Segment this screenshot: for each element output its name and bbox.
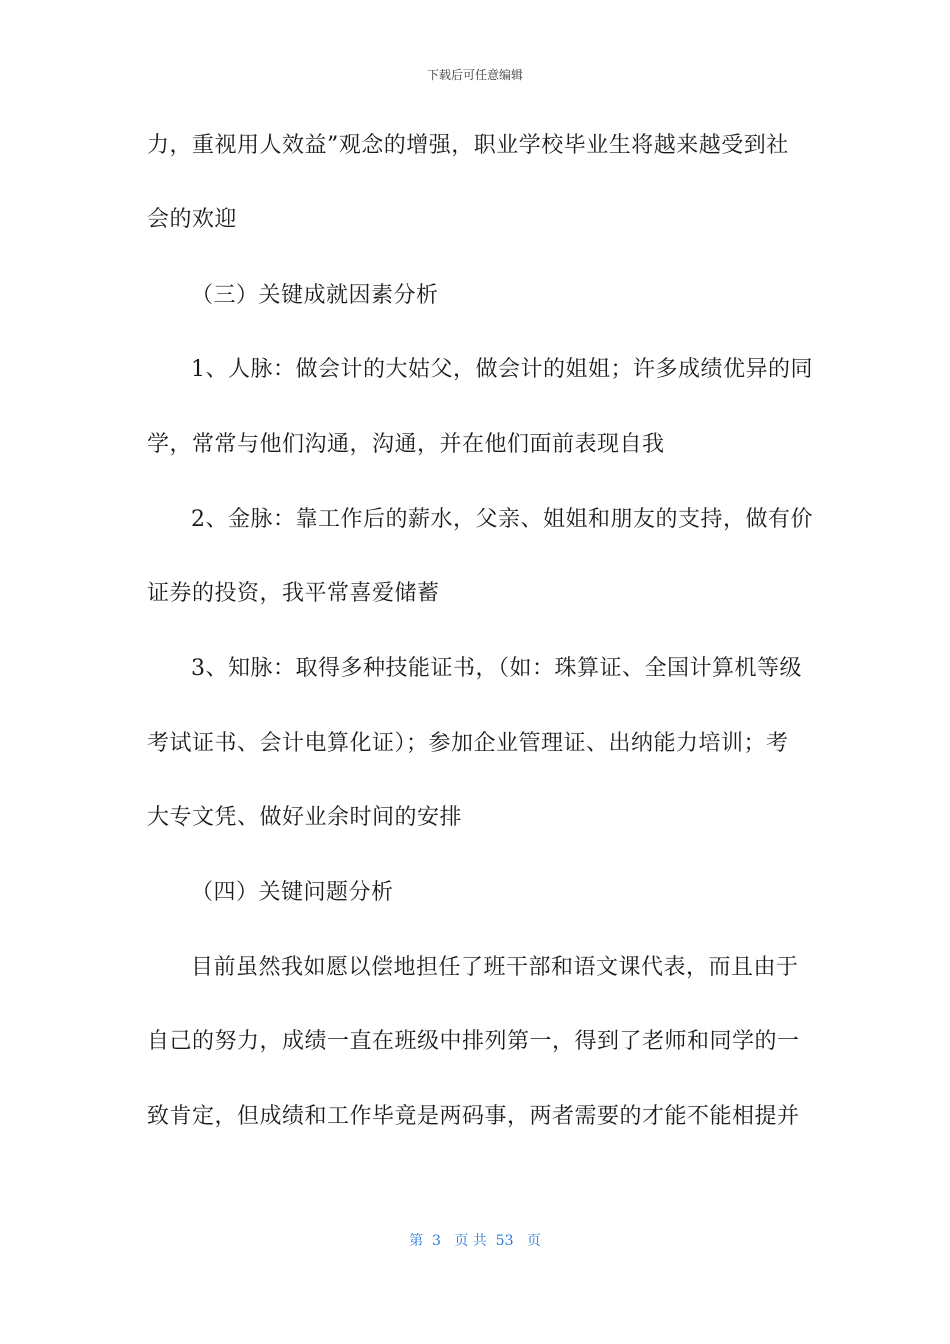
paragraph-line: 证券的投资，我平常喜爱储蓄 <box>147 581 440 606</box>
paragraph-line: 力，重视用人效益”观念的增强，职业学校毕业生将越来越受到社 <box>147 133 789 158</box>
section-heading: （四）关键问题分析 <box>191 880 394 905</box>
paragraph-line: 目前虽然我如愿以偿地担任了班干部和语文课代表，而且由于 <box>191 955 799 980</box>
paragraph-line: 会的欢迎 <box>147 207 238 232</box>
paragraph-line: 2、金脉：靠工作后的薪水，父亲、姐姐和朋友的支持，做有价 <box>191 507 813 532</box>
paragraph-line: 1、人脉：做会计的大姑父，做会计的姐姐；许多成绩优异的同 <box>191 357 813 382</box>
page-number-footer: 第 3 页 共 53 页 <box>409 1233 541 1249</box>
paragraph-line: 3、知脉：取得多种技能证书，（如：珠算证、全国计算机等级 <box>191 656 802 681</box>
paragraph-line: 自己的努力，成绩一直在班级中排列第一，得到了老师和同学的一 <box>147 1029 800 1054</box>
paragraph-line: 大专文凭、做好业余时间的安排 <box>147 805 463 830</box>
section-heading: （三）关键成就因素分析 <box>191 283 439 308</box>
paragraph-line: 考试证书、会计电算化证）；参加企业管理证、出纳能力培训；考 <box>147 731 789 756</box>
paragraph-line: 学，常常与他们沟通，沟通，并在他们面前表现自我 <box>147 432 665 457</box>
header-note: 下载后可任意编辑 <box>426 68 523 82</box>
paragraph-line: 致肯定，但成绩和工作毕竟是两码事，两者需要的才能不能相提并 <box>147 1104 800 1129</box>
